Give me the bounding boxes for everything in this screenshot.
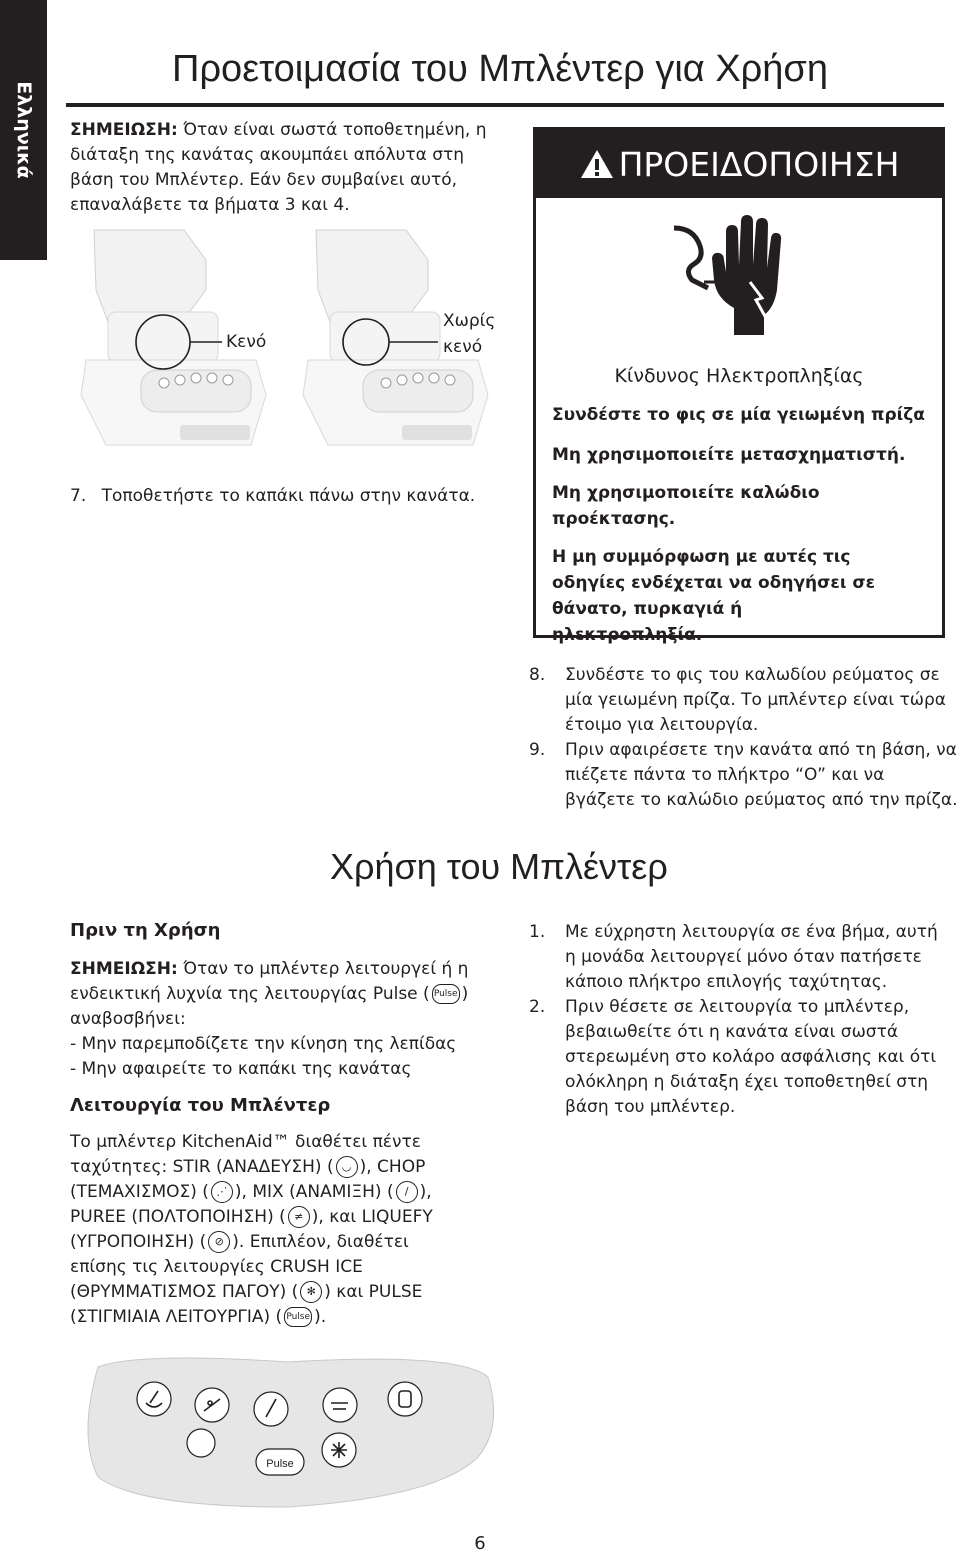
step-8-text: Συνδέστε το φις του καλωδίου ρεύματος σε μία γειωμένη πρίζα. Το μπλέντερ είναι τώρα έτοιμο για λειτουργία. (565, 665, 947, 735)
warning-box (533, 127, 945, 645)
label-gap: Κενό (226, 332, 267, 352)
warning-line-2: Μη χρησιμοποιείτε μετασχηματιστή. (552, 445, 906, 465)
note-pulse-label: ΣΗΜΕΙΩΣΗ: (70, 959, 178, 979)
op-text-5: ), και LIQUEFY (ΥΓΡΟΠΟΙΗΣΗ) ( (70, 1207, 433, 1252)
op-text-6: ). Επιπλέον, διαθέτει επίσης τις λειτουργίες CRUSH ICE (ΘΡΥΜΜΑΤΙΣΜΟΣ ΠΑΓΟΥ) ( (70, 1232, 409, 1302)
blender-gap-figure (66, 220, 506, 480)
note-jar-assembly (70, 118, 490, 218)
stir-icon: ◡ (336, 1156, 358, 1178)
puree-button[interactable] (323, 1388, 357, 1422)
before-use-heading: Πριν τη Χρήση (70, 920, 221, 941)
liquefy-button[interactable] (388, 1382, 422, 1416)
title-rule (66, 103, 944, 107)
section-title: Χρήση του Μπλέντερ (330, 846, 668, 887)
stir-button[interactable] (137, 1382, 171, 1416)
warning-header-text: ΠΡΟΕΙΔΟΠΟΙΗΣΗ (618, 144, 900, 184)
page-title: Προετοιμασία του Μπλέντερ για Χρήση (172, 48, 829, 90)
step-9 (529, 738, 959, 813)
warning-line-3: Μη χρησιμοποιείτε καλώδιο προέκτασης. (552, 483, 820, 529)
op-text-7: ) και PULSE (ΣΤΙΓΜΙΑΙΑ ΛΕΙΤΟΥΡΓΙΑ) ( (70, 1282, 423, 1327)
op-text-3: ), MIX (ΑΝΑΜΙΞΗ) ( (234, 1182, 394, 1202)
bullet-lid: - Μην αφαιρείτε το καπάκι της κανάτας (70, 1059, 412, 1079)
control-panel-illustration (78, 1347, 498, 1512)
liquefy-icon: ⊘ (208, 1231, 230, 1253)
chop-icon: ⋰ (211, 1181, 233, 1203)
language-tab (0, 0, 47, 260)
op-text-4: ), PUREE (ΠΟΛΤΟΠΟΙΗΣΗ) ( (70, 1182, 432, 1227)
step-7-text: Τοποθετήστε το καπάκι πάνω στην κανάτα. (101, 486, 476, 506)
crush-ice-icon: ✻ (300, 1281, 322, 1303)
page-number: 6 (474, 1533, 486, 1554)
note-pulse-text-b: ) αναβοσβήνει: (70, 984, 469, 1029)
step-8 (529, 663, 949, 738)
step-8-num: 8. (529, 665, 546, 685)
off-button[interactable] (187, 1429, 215, 1457)
op-text-2: ), CHOP (ΤΕΜΑΧΙΣΜΟΣ) ( (70, 1157, 426, 1202)
pulse-button-label: Pulse (266, 1458, 294, 1470)
use-step-2 (529, 995, 949, 1120)
step-9-num: 9. (529, 740, 546, 760)
warning-triangle-icon (579, 148, 615, 180)
electric-hand-icon (664, 210, 794, 340)
language-tab-label: Ελληνικά (12, 81, 35, 179)
puree-icon: ≠ (288, 1206, 310, 1228)
warning-line-1: Συνδέστε το φις σε μία γειωμένη πρίζα (552, 405, 925, 425)
warning-header (536, 130, 942, 198)
step-7 (70, 484, 510, 509)
pulse-icon-inline: Pulse (284, 1307, 312, 1327)
note-text: Όταν είναι σωστά τοποθετημένη, η διάταξη της κανάτας ακουμπάει απόλυτα στη βάση του Μπλέντερ. Εάν δεν συμβαίνει αυτό, επαναλάβετε τα βήματα 3 και 4. (70, 120, 487, 215)
note-pulse (70, 957, 490, 1082)
warning-hazard: Κίνδυνος Ηλεκτροπληξίας (614, 365, 864, 387)
op-text-1: Το μπλέντερ KitchenAid™ διαθέτει πέντε ταχύτητες: STIR (ΑΝΑΔΕΥΣΗ) ( (70, 1132, 421, 1177)
note-label: ΣΗΜΕΙΩΣΗ: (70, 120, 178, 140)
step-9-text: Πριν αφαιρέσετε την κανάτα από τη βάση, να πιέζετε πάντα το πλήκτρο “O” και να βγάζετε το καλώδιο ρεύματος από την πρίζα. (565, 740, 958, 810)
use-step-2-num: 2. (529, 997, 546, 1017)
mix-icon: / (396, 1181, 418, 1203)
use-step-1-num: 1. (529, 922, 546, 942)
operation-text (70, 1130, 470, 1330)
warning-line-4: Η μη συμμόρφωση με αυτές τις οδηγίες ενδέχεται να οδηγήσει σε θάνατο, πυρκαγιά ή ηλεκτροπληξία. (552, 547, 876, 645)
pulse-icon: Pulse (432, 984, 460, 1004)
op-text-8: ). (314, 1307, 327, 1327)
label-no-gap-line1: Χωρίς (443, 311, 496, 331)
label-no-gap (443, 308, 495, 360)
label-no-gap-line2: κενό (443, 337, 483, 357)
use-step-1 (529, 920, 949, 995)
note-pulse-text-a: Όταν το μπλέντερ λειτουργεί ή η ενδεικτική λυχνία της λειτουργίας Pulse ( (70, 959, 469, 1004)
step-7-num: 7. (70, 486, 87, 506)
operation-heading: Λειτουργία του Μπλέντερ (70, 1095, 331, 1116)
use-step-1-text: Με εύχρηστη λειτουργία σε ένα βήμα, αυτή η μονάδα λειτουργεί μόνο όταν πατήσετε κάποιο πλήκτρο επιλογής ταχύτητας. (565, 922, 938, 992)
bullet-blade: - Μην παρεμποδίζετε την κίνηση της λεπίδας (70, 1034, 457, 1054)
use-step-2-text: Πριν θέσετε σε λειτουργία το μπλέντερ, βεβαιωθείτε ότι η κανάτα είναι σωστά στερεωμένη στο κολάρο ασφάλισης και ότι ολόκληρη η διάταξη έχει τοποθετηθεί στη βάση του μπλέντερ. (565, 997, 937, 1117)
